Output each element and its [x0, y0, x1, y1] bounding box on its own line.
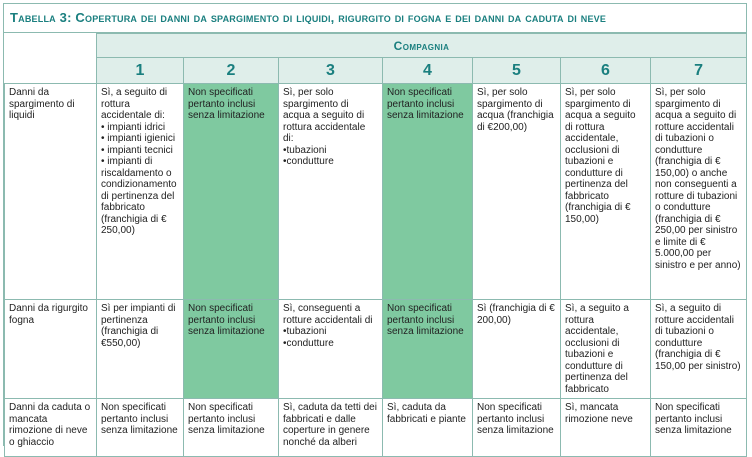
table-cell	[383, 84, 473, 300]
company-header: Compagnia	[97, 34, 747, 58]
cell-text: Sì, a seguito di rottura accidentale di:	[101, 87, 168, 121]
cell-text: Sì, mancata rimozione neve	[565, 402, 633, 425]
table-cell	[184, 84, 279, 300]
cell-text: Sì per impianti di pertinenza (franchigia di €550,00)	[101, 303, 176, 349]
cell-text: Sì, caduta da fabbricati e piante	[387, 402, 466, 425]
row-label: Danni da rigurgito fogna	[5, 300, 97, 399]
cell-text: Sì, per solo spargimento di acqua a seguito di rottura accidentale di:	[283, 87, 366, 144]
cell-text: Sì, a seguito di rotture accidentali di tubazioni o condutture (franchigia di € 150,00 per sinistro)	[655, 303, 741, 372]
table-cell	[184, 399, 279, 457]
table-cell	[279, 399, 383, 457]
company-number-row	[5, 58, 747, 84]
table-cell	[279, 300, 383, 399]
table-row	[5, 84, 747, 300]
coverage-table-frame	[3, 3, 747, 446]
table-title: Tabella 3: Copertura dei danni da spargimento di liquidi, rigurgito di fogna e dei danni da caduta di neve	[4, 4, 746, 33]
cell-list	[283, 326, 378, 349]
list-item: • impianti tecnici	[101, 144, 173, 156]
table-cell	[651, 300, 747, 399]
cell-list	[283, 145, 378, 168]
company-number: 2	[184, 58, 279, 84]
table-cell	[473, 399, 561, 457]
cell-text: Sì, per solo spargimento di acqua a seguito di rottura accidentale, occlusioni di tubazioni e condutture di pertinenza del fabbricato (franchigia di € 150,00)	[565, 87, 636, 225]
cell-text: Non specificati pertanto inclusi senza limitazione	[387, 87, 464, 121]
table-cell	[561, 300, 651, 399]
header-corner	[5, 34, 97, 84]
table-cell	[651, 84, 747, 300]
list-item: •tubazioni	[283, 326, 327, 337]
cell-text: Non specificati pertanto inclusi senza limitazione	[101, 402, 178, 436]
cell-text: Sì, caduta da tetti dei fabbricati e dalle coperture in genere nonché da alberi	[283, 402, 377, 448]
table-cell	[473, 84, 561, 300]
list-item: •condutture	[283, 156, 334, 167]
table-row	[5, 300, 747, 399]
cell-text: Non specificati pertanto inclusi senza limitazione	[387, 303, 464, 337]
cell-text: Sì, per solo spargimento di acqua a seguito di rotture accidentali di tubazioni o condutture (franchigia di € 150,00) o anche non conseguenti a rotture di tubazioni o condutture (franchigia di € 250,00 per sinistro e limite di € 5.000,00 per sinistro e per anno)	[655, 87, 741, 271]
company-header-row	[5, 34, 747, 58]
table-cell	[184, 300, 279, 399]
cell-text: Non specificati pertanto inclusi senza limitazione	[477, 402, 554, 436]
list-item: •tubazioni	[283, 144, 327, 156]
cell-list	[101, 122, 179, 237]
table-cell	[97, 84, 184, 300]
cell-text: Non specificati pertanto inclusi senza limitazione	[188, 303, 265, 337]
table-cell	[651, 399, 747, 457]
table-body	[5, 84, 747, 457]
coverage-table	[4, 33, 747, 457]
cell-text: Sì, per solo spargimento di acqua (franchigia di €200,00)	[477, 87, 554, 133]
table-cell	[97, 399, 184, 457]
cell-text: Non specificati pertanto inclusi senza limitazione	[655, 402, 732, 436]
company-number: 7	[651, 58, 747, 84]
cell-text: Sì (franchigia di € 200,00)	[477, 303, 555, 326]
table-cell	[473, 300, 561, 399]
company-number: 5	[473, 58, 561, 84]
cell-text: Sì, conseguenti a rotture accidentali di	[283, 303, 373, 326]
list-item: • impianti igienici	[101, 133, 176, 144]
company-number: 6	[561, 58, 651, 84]
cell-text: Non specificati pertanto inclusi senza limitazione	[188, 402, 265, 436]
company-number: 3	[279, 58, 383, 84]
company-number: 1	[97, 58, 184, 84]
table-cell	[383, 300, 473, 399]
company-number: 4	[383, 58, 473, 84]
row-label: Danni da caduta o mancata rimozione di neve o ghiaccio	[5, 399, 97, 457]
table-cell	[561, 399, 651, 457]
table-cell	[561, 84, 651, 300]
list-item: • impianti di riscaldamento o condizionamento di pertinenza del fabbricato (franchigia di € 250,00)	[101, 156, 177, 236]
cell-text: Non specificati pertanto inclusi senza limitazione	[188, 87, 265, 121]
table-cell	[279, 84, 383, 300]
table-cell	[383, 399, 473, 457]
row-label: Danni da spargimento di liquidi	[5, 84, 97, 300]
table-cell	[97, 300, 184, 399]
cell-text: Sì, a seguito a rottura accidentale, occlusioni di tubazioni e condutture di pertinenza del fabbricato	[565, 303, 629, 395]
table-row	[5, 399, 747, 457]
list-item: •condutture	[283, 337, 334, 349]
list-item: • impianti idrici	[101, 121, 166, 133]
